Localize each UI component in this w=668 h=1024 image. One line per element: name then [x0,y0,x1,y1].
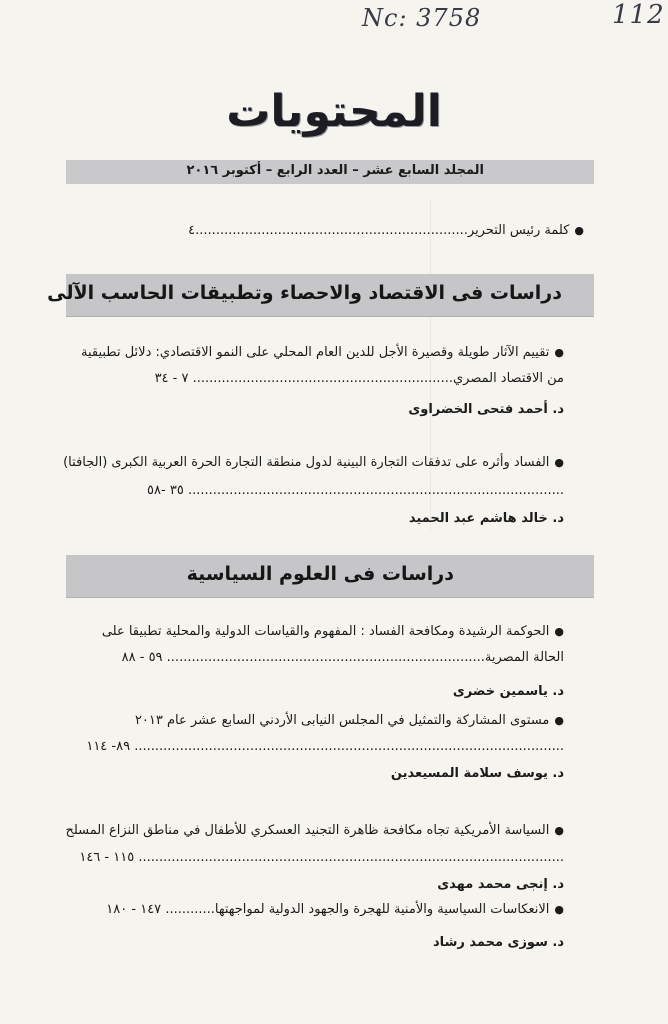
toc-entry-continuation [147,478,564,504]
bullet-icon: ● [574,224,584,237]
handwritten-reference: Nc: 3758 [362,4,482,32]
bullet-icon: ● [554,346,564,359]
toc-entry-continuation [86,734,564,760]
page-range: ٣٥ -٥٨ [147,483,184,498]
toc-entry [102,619,564,645]
toc-entry-editor [188,218,584,244]
bullet-icon: ● [554,456,564,469]
entry-title: كلمة رئيس التحرير [467,223,570,238]
page-range: ١٤٧ - ١٨٠ [106,902,162,917]
entry-title: الحوكمة الرشيدة ومكافحة الفساد : المفهوم والقياسات الدولية والمحلية تطبيقا على [101,624,550,639]
handwritten-page-number: 112 [612,0,665,30]
author: د. أحمد فتحى الخضراوى [408,402,564,417]
author: د. سوزى محمد رشاد [433,935,564,950]
entry-title: الفساد وأثره على تدفقات التجارة البينية لدول منطقة التجارة الحرة العربية الكبرى (الجافتا) [63,455,550,470]
bullet-icon: ● [554,903,564,916]
toc-entry [106,897,564,923]
section-title: دراسات فى الاقتصاد والاحصاء وتطبيقات الحاسب الآلى [47,282,562,304]
page-title: المحتويات [226,86,442,137]
leader-dots: ............ [165,902,215,917]
toc-entry-continuation [155,366,564,392]
toc-entry [81,340,564,366]
toc-entry [63,450,564,476]
author: د. خالد هاشم عبد الحميد [408,511,564,526]
page-range: ١١٥ - ١٤٦ [79,850,135,865]
section-title: دراسات فى العلوم السياسية [186,563,454,585]
entry-title-cont: من الاقتصاد المصري [452,371,564,386]
toc-entry-continuation [122,645,564,671]
toc-entry [135,708,564,734]
author: د. يوسف سلامة المسيعدين [390,766,564,781]
author: د. ياسمين خضرى [452,684,564,699]
section-header-economics [47,274,594,317]
page-range: ٥٩ - ٨٨ [121,650,163,665]
issue-info-bar [66,160,594,184]
toc-entry [65,818,564,844]
entry-title: مستوى المشاركة والتمثيل في المجلس النيابى الأردني السابع عشر عام ٢٠١٣ [134,713,550,728]
issue-info: المجلد السابع عشر – العدد الرابع – أكتوبر ٢٠١٦ [186,163,484,178]
entry-title: الانعكاسات السياسية والأمنية للهجرة والجهود الدولية لمواجهتها [214,902,550,917]
leader-dots: ....................................................................................................... [138,850,564,865]
leader-dots: ............................................................................. [166,650,485,665]
section-header-politics [66,555,594,598]
leader-dots: ........................................................................................................ [134,739,564,754]
leader-dots: ........................................................................................... [187,483,564,498]
bullet-icon: ● [554,625,564,638]
bullet-icon: ● [554,824,564,837]
entry-title: السياسة الأمريكية تجاه مكافحة ظاهرة التجنيد العسكري للأطفال في مناطق النزاع المسلح [65,823,550,838]
author: د. إنجى محمد مهدى [437,877,564,892]
page-range: ٤ [188,223,196,238]
leader-dots: .................................................................. [195,223,468,238]
entry-title-cont: الحالة المصرية [484,650,564,665]
leader-dots: ............................................................... [192,371,453,386]
page-range: ٧ - ٣٤ [154,371,189,386]
entry-title: تقييم الآثار طويلة وقصيرة الأجل للدين العام المحلي على النمو الاقتصادي: دلائل تطبيقية [80,345,550,360]
toc-entry-continuation [79,845,564,871]
bullet-icon: ● [554,714,564,727]
page-range: ٨٩- ١١٤ [86,739,131,754]
